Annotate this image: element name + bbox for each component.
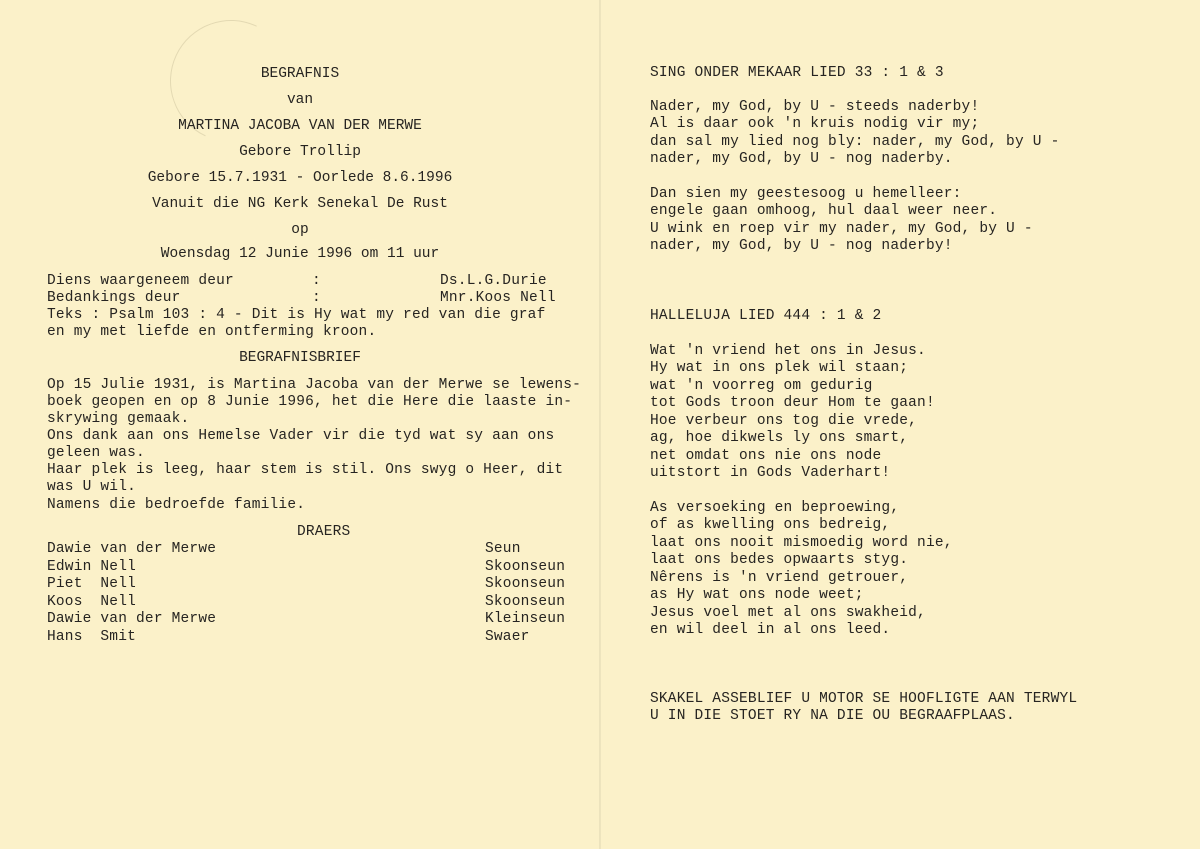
service-separator: :: [312, 290, 321, 306]
song2-line: ag, hoe dikwels ly ons smart,: [650, 430, 909, 446]
letter-line: Ons dank aan ons Hemelse Vader vir die tyd wat sy aan ons: [47, 428, 555, 444]
song2-line: laat ons bedes opwaarts styg.: [650, 552, 909, 568]
right-page: [600, 0, 1200, 849]
song1-title: SING ONDER MEKAAR LIED 33 : 1 & 3: [650, 65, 944, 81]
song1-line: U wink en roep vir my nader, my God, by U -: [650, 221, 1033, 237]
service-value: Ds.L.G.Durie: [440, 273, 547, 289]
song2-line: Wat 'n vriend het ons in Jesus.: [650, 343, 926, 359]
song2-line: uitstort in Gods Vaderhart!: [650, 465, 891, 481]
service-label: Diens waargeneem deur: [47, 273, 234, 289]
bearer-name: Dawie van der Merwe: [47, 611, 217, 627]
life-dates: Gebore 15.7.1931 - Oorlede 8.6.1996: [147, 170, 453, 186]
letter-line: was U wil.: [47, 479, 137, 495]
letter-line: Haar plek is leeg, haar stem is stil. Ons swyg o Heer, dit: [47, 462, 564, 478]
song1-line: nader, my God, by U - nog naderby.: [650, 151, 953, 167]
bearer-name: Dawie van der Merwe: [47, 541, 217, 557]
service-label: Bedankings deur: [47, 290, 181, 306]
song2-line: Hy wat in ons plek wil staan;: [650, 360, 909, 376]
notice-line: SKAKEL ASSEBLIEF U MOTOR SE HOOFLIGTE AAN TERWYL: [650, 691, 1078, 707]
deceased-name: MARTINA JACOBA VAN DER MERWE: [178, 118, 422, 134]
song1-line: Dan sien my geestesoog u hemelleer:: [650, 186, 962, 202]
venue: Vanuit die NG Kerk Senekal De Rust: [152, 196, 448, 212]
bearer-relation: Skoonseun: [485, 576, 566, 592]
song2-line: Nêrens is 'n vriend getrouer,: [650, 570, 909, 586]
song2-line: as Hy wat ons node weet;: [650, 587, 864, 603]
bearer-relation: Skoonseun: [485, 594, 566, 610]
song2-line: en wil deel in al ons leed.: [650, 622, 891, 638]
bearer-relation: Swaer: [485, 629, 530, 645]
bearers-title: DRAERS: [297, 524, 351, 540]
bearer-name: Piet Nell: [47, 576, 137, 592]
bearer-name: Edwin Nell: [47, 559, 137, 575]
van-label: van: [286, 92, 314, 108]
service-separator: :: [312, 273, 321, 289]
bearer-relation: Skoonseun: [485, 559, 566, 575]
scripture-text: en my met liefde en ontferming kroon.: [47, 324, 377, 340]
op-label: op: [291, 222, 309, 238]
song2-line: of as kwelling ons bedreig,: [650, 517, 891, 533]
song2-line: Hoe verbeur ons tog die vrede,: [650, 413, 918, 429]
notice-line: U IN DIE STOET RY NA DIE OU BEGRAAFPLAAS.: [650, 708, 1015, 724]
letter-line: geleen was.: [47, 445, 145, 461]
song2-line: As versoeking en beproewing,: [650, 500, 900, 516]
song2-title: HALLELUJA LIED 444 : 1 & 2: [650, 308, 882, 324]
song2-line: wat 'n voorreg om gedurig: [650, 378, 873, 394]
letter-line: boek geopen en op 8 Junie 1996, het die Here die laaste in-: [47, 394, 573, 410]
song1-line: dan sal my lied nog bly: nader, my God, by U -: [650, 134, 1060, 150]
song2-line: Jesus voel met al ons swakheid,: [650, 605, 926, 621]
bearer-relation: Seun: [485, 541, 521, 557]
bearer-relation: Kleinseun: [485, 611, 566, 627]
service-datetime: Woensdag 12 Junie 1996 om 11 uur: [160, 246, 440, 262]
funeral-title: BEGRAFNIS: [260, 66, 340, 82]
bearer-name: Hans Smit: [47, 629, 137, 645]
song1-line: nader, my God, by U - nog naderby!: [650, 238, 953, 254]
service-value: Mnr.Koos Nell: [440, 290, 556, 306]
bearer-name: Koos Nell: [47, 594, 137, 610]
letter-line: Namens die bedroefde familie.: [47, 497, 306, 513]
scripture-text: Teks : Psalm 103 : 4 - Dit is Hy wat my red van die graf: [47, 307, 546, 323]
song1-line: Al is daar ook 'n kruis nodig vir my;: [650, 116, 980, 132]
letter-title: BEGRAFNISBRIEF: [239, 350, 361, 366]
song2-line: laat ons nooit mismoedig word nie,: [650, 535, 953, 551]
song1-line: engele gaan omhoog, hul daal weer neer.: [650, 203, 998, 219]
song2-line: tot Gods troon deur Hom te gaan!: [650, 395, 935, 411]
maiden-name: Gebore Trollip: [239, 144, 361, 160]
song1-line: Nader, my God, by U - steeds naderby!: [650, 99, 980, 115]
letter-line: skrywing gemaak.: [47, 411, 190, 427]
letter-line: Op 15 Julie 1931, is Martina Jacoba van der Merwe se lewens-: [47, 377, 582, 393]
song2-line: net omdat ons nie ons node: [650, 448, 882, 464]
